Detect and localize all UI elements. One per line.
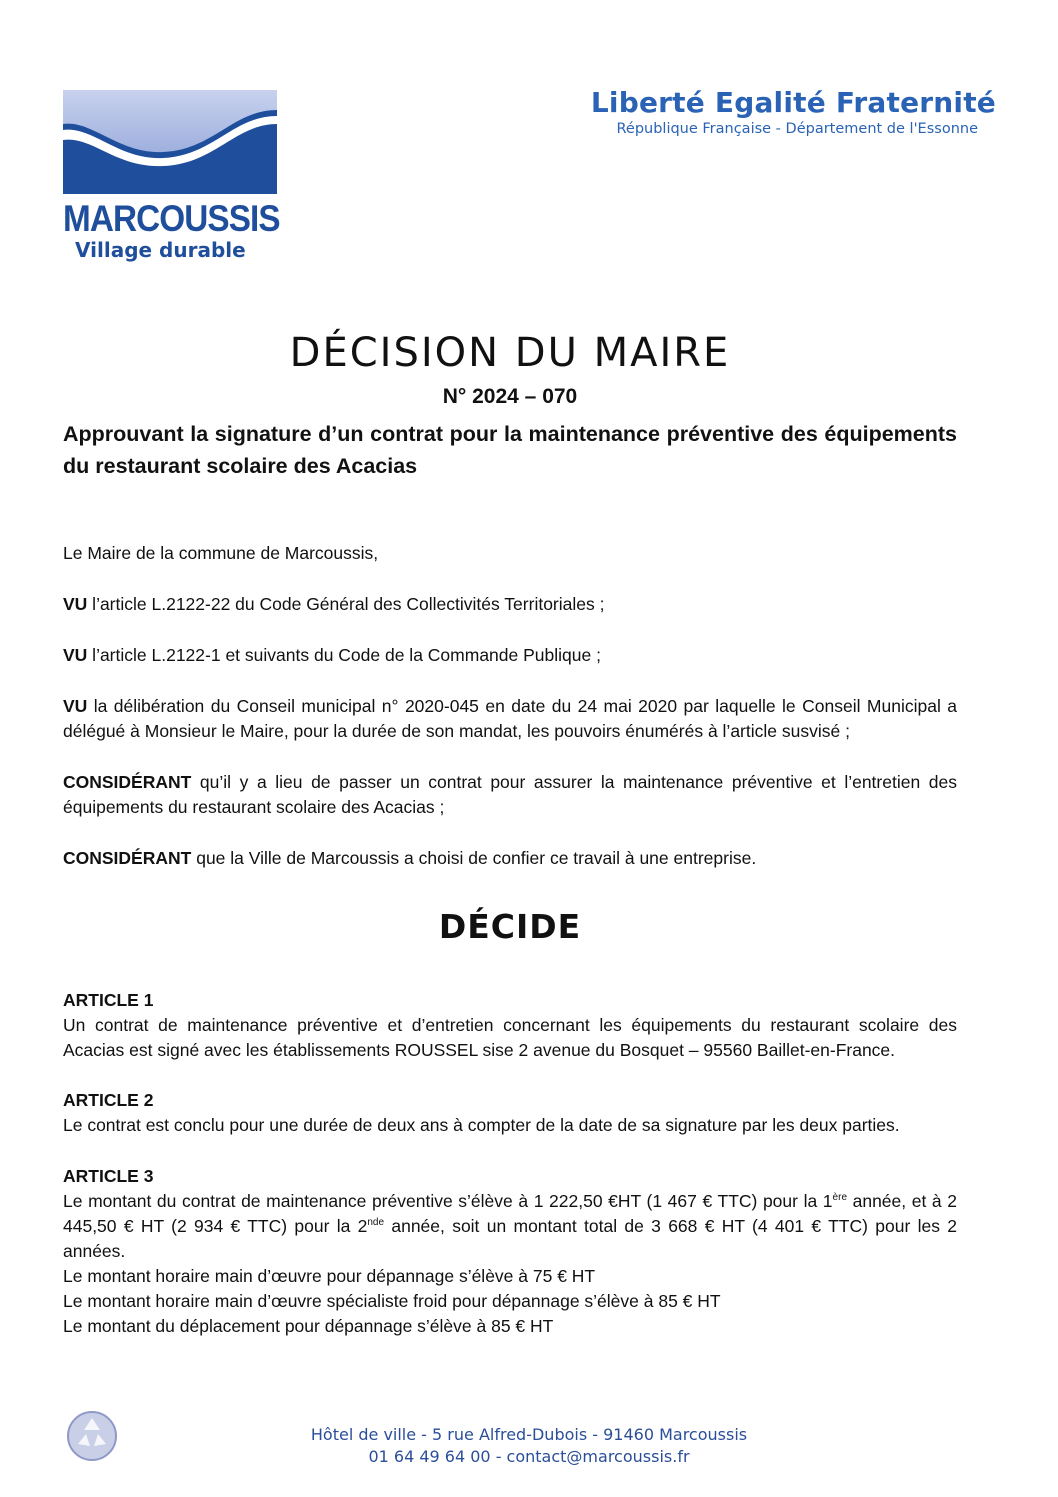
considerant-label: CONSIDÉRANT — [63, 772, 192, 792]
republic-department: République Française - Département de l'Essonne — [616, 121, 978, 137]
article-2-title: ARTICLE 2 — [63, 1090, 154, 1110]
article-3-amounts — [63, 1189, 957, 1264]
wave-logo-icon — [63, 90, 277, 194]
intro-paragraph: Le Maire de la commune de Marcoussis, — [63, 543, 379, 563]
article-2-text: Le contrat est conclu pour une durée de deux ans à compter de la date de sa signature par les deux parties. — [63, 1115, 900, 1135]
decision-number: N° 2024 – 070 — [442, 385, 578, 408]
vu-text: l’article L.2122-22 du Code Général des Collectivités Territoriales ; — [87, 594, 605, 614]
vu-text: la délibération du Conseil municipal n° 2020-045 en date du 24 mai 2020 par laquelle le Conseil Municipal a délégué à Monsieur le Maire, pour la durée de son mandat, les pouvoirs énumérés à l’article susvisé ; — [63, 696, 957, 741]
vu-label: VU — [63, 645, 88, 665]
considerant-text: que la Ville de Marcoussis a choisi de confier ce travail à une entreprise. — [191, 848, 757, 868]
considerant-label: CONSIDÉRANT — [63, 848, 192, 868]
article-3-travel-fee: Le montant du déplacement pour dépannage s’élève à 85 € HT — [63, 1316, 554, 1336]
footer — [0, 1424, 1058, 1468]
superscript-nde: nde — [367, 1217, 385, 1228]
article-3-text-part: année, soit un montant total de 3 668 € HT (4 401 € TTC) pour les 2 années. — [63, 1216, 957, 1261]
footer-address: Hôtel de ville - 5 rue Alfred-Dubois - 91460 Marcoussis — [310, 1425, 748, 1444]
decide-heading: DÉCIDE — [438, 907, 582, 946]
vu-paragraph-3 — [63, 694, 957, 744]
republic-motto: Liberté Egalité Fraternité — [590, 86, 996, 119]
article-3-title: ARTICLE 3 — [63, 1166, 154, 1186]
article-2 — [63, 1088, 957, 1138]
article-3 — [63, 1164, 957, 1339]
article-3-labor-rate: Le montant horaire main d’œuvre pour dépannage s’élève à 75 € HT — [63, 1266, 596, 1286]
superscript-ere: ère — [832, 1192, 847, 1203]
vu-paragraph-1 — [63, 592, 957, 617]
vu-text: l’article L.2122-1 et suivants du Code de la Commande Publique ; — [87, 645, 601, 665]
vu-label: VU — [63, 696, 88, 716]
article-1-text: Un contrat de maintenance préventive et d’entretien concernant les équipements du restaurant scolaire des Acacias est signé avec les établissements ROUSSEL sise 2 avenue du Bosquet – 95560 Baillet-en-France. — [63, 1015, 957, 1060]
republic-header — [591, 86, 996, 137]
logo-name: MARCOUSSIS — [63, 198, 280, 239]
considerant-paragraph-1 — [63, 770, 957, 820]
marcoussis-logo — [63, 90, 280, 262]
page-title: DÉCISION DU MAIRE — [289, 330, 731, 376]
logo-tagline: Village durable — [75, 238, 246, 262]
decision-subject: Approuvant la signature d’un contrat pour la maintenance préventive des équipements du restaurant scolaire des Acacias — [63, 422, 957, 478]
article-3-text-part: Le montant du contrat de maintenance préventive s’élève à 1 222,50 €HT (1 467 € TTC) pour la 1 — [63, 1191, 833, 1211]
article-3-specialist-rate: Le montant horaire main d’œuvre spécialiste froid pour dépannage s’élève à 85 € HT — [63, 1291, 721, 1311]
article-1-title: ARTICLE 1 — [63, 990, 154, 1010]
footer-contact: 01 64 49 64 00 - contact@marcoussis.fr — [368, 1447, 690, 1466]
vu-label: VU — [63, 594, 88, 614]
article-3-text-part: année, et à 2 445,50 € HT (2 934 € TTC) pour la 2 — [63, 1191, 957, 1236]
considerant-text: qu’il y a lieu de passer un contrat pour assurer la maintenance préventive et l’entretien des équipements du restaurant scolaire des Acacias ; — [63, 772, 957, 817]
vu-paragraph-2 — [63, 643, 957, 668]
considerant-paragraph-2 — [63, 846, 957, 871]
article-1 — [63, 988, 957, 1063]
